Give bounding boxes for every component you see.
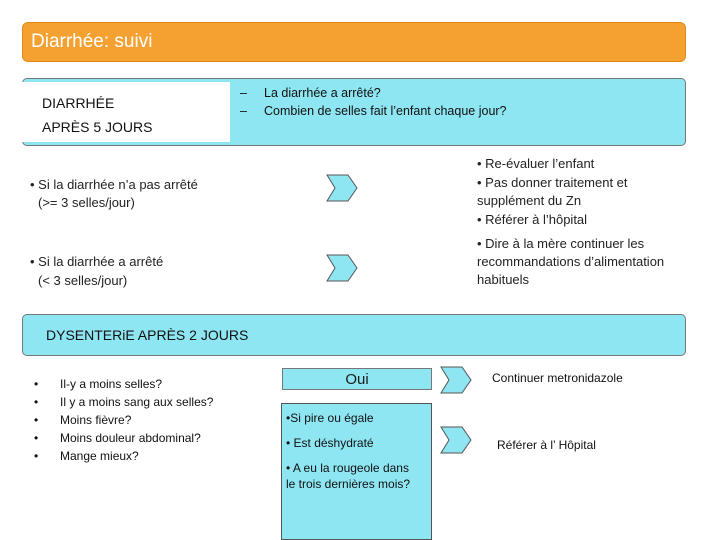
question-stopped: La diarrhée a arrêté?	[264, 86, 381, 100]
criteria-measles: • A eu la rougeole dans	[286, 461, 409, 475]
diarrhea-heading-line1: DIARRHÉE	[42, 95, 115, 111]
action-feeding-line3: habituels	[477, 272, 530, 287]
dysentery-question-less-fever: Moins fièvre?	[60, 413, 132, 427]
list-bullet: •	[34, 395, 39, 409]
dysentery-question-less-pain: Moins douleur abdominal?	[60, 431, 201, 445]
list-bullet: •	[34, 431, 39, 445]
action-feeding-line2: recommandations d’alimentation	[477, 254, 665, 269]
question-dash-1: –	[240, 86, 247, 100]
chevron-right-icon	[440, 426, 472, 454]
chevron-right-icon	[440, 366, 472, 394]
list-bullet: •	[34, 377, 39, 391]
dysentery-question-eats-better: Mange mieux?	[60, 449, 139, 463]
criteria-measles-cont: le trois dernières mois?	[286, 477, 411, 491]
action-reevaluate: • Re-évaluer l’enfant	[477, 156, 595, 171]
action-feeding-line1: • Dire à la mère continuer les	[477, 236, 645, 251]
dysentery-question-fewer-stools: Il-y a moins selles?	[60, 377, 163, 391]
diarrhea-heading-line2: APRÈS 5 JOURS	[42, 119, 153, 135]
action-refer-hospital-dysentery: Référer à l’ Hôpital	[497, 438, 596, 452]
criteria-worse-or-same: •Si pire ou égale	[286, 411, 374, 425]
case-stopped-threshold: (< 3 selles/jour)	[38, 273, 128, 288]
list-bullet: •	[34, 449, 39, 463]
title-bar	[22, 22, 686, 62]
action-no-treatment-cont: supplément du Zn	[477, 193, 582, 208]
action-refer-hospital: • Référer à l’hôpital	[477, 212, 588, 227]
case-stopped-label: • Si la diarrhée a arrêté	[30, 254, 164, 269]
chevron-right-icon	[326, 254, 358, 282]
criteria-dehydrated: • Est déshydraté	[286, 436, 374, 450]
yes-box	[282, 368, 432, 390]
yes-label: Oui	[345, 371, 369, 388]
case-not-stopped-threshold: (>= 3 selles/jour)	[38, 195, 135, 210]
list-bullet: •	[34, 413, 39, 427]
dysentery-heading: DYSENTERiE APRÈS 2 JOURS	[46, 327, 249, 343]
page-title: Diarrhée: suivi	[31, 31, 153, 52]
chevron-right-icon	[326, 174, 358, 202]
action-no-treatment: • Pas donner traitement et	[477, 175, 628, 190]
action-continue-metronidazole: Continuer metronidazole	[492, 371, 623, 385]
dysentery-question-less-blood: Il y a moins sang aux selles?	[60, 395, 214, 409]
question-stool-count: Combien de selles fait l’enfant chaque jour?	[264, 104, 507, 118]
case-not-stopped-label: • Si la diarrhée n’a pas arrêté	[30, 177, 198, 192]
question-dash-2: –	[240, 104, 247, 118]
